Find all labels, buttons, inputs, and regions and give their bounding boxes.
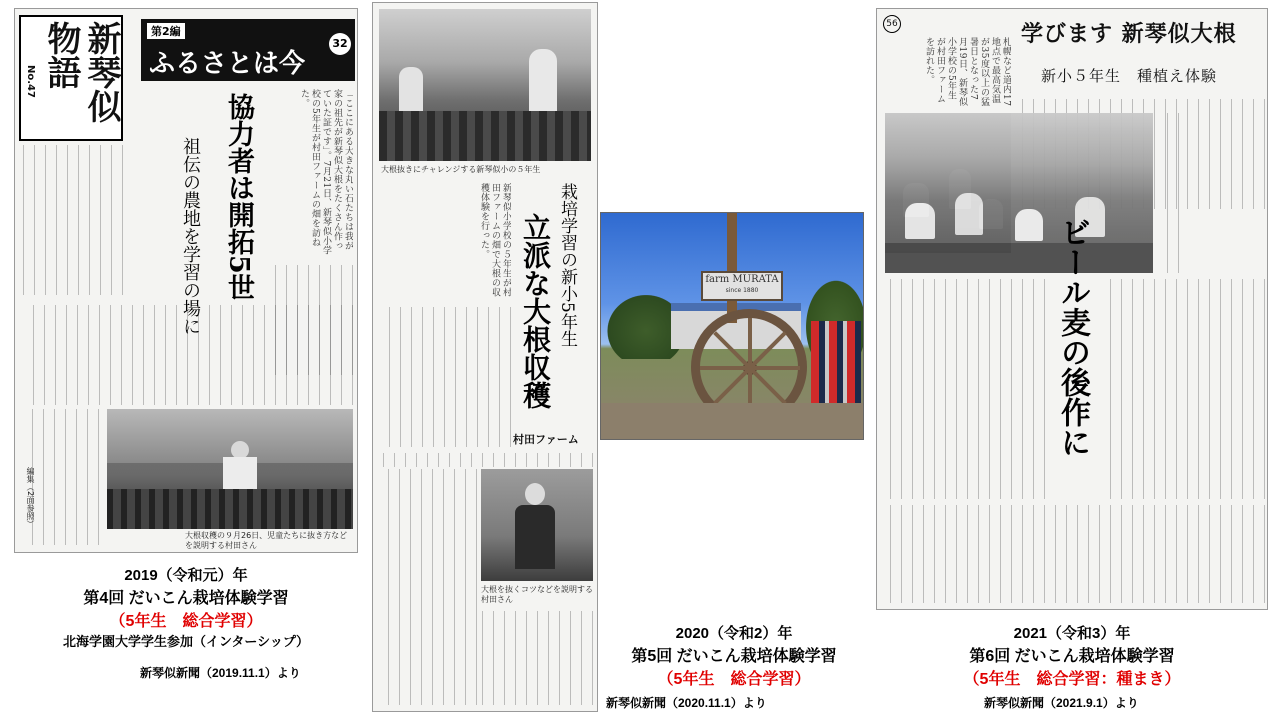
caption-2021: [876, 622, 1268, 689]
headline-top: 学びます 新琴似大根: [1021, 22, 1237, 47]
caption-grade: （5年生 総合学習：種まき）: [963, 671, 1181, 688]
photo-farm-murata-sign: [600, 212, 864, 440]
caption-title: 第6回 だいこん栽培体験学習: [969, 648, 1175, 665]
series-title: 新琴似物語: [41, 21, 121, 123]
photo-farmer-explaining: [481, 469, 593, 581]
farm-sign-name: farm MURATA: [705, 274, 779, 285]
article-body-columns-2: [1103, 279, 1265, 499]
article-body: 新琴似小学校の５年生が村田ファームの畑で大根の収穫体験を行った。: [479, 183, 511, 297]
article-body-columns-3: [381, 469, 477, 705]
editor-note: 編集（2面参照）: [26, 467, 35, 529]
headline-kicker: 栽培学習の新小5年生: [557, 183, 577, 347]
photo1-caption: 大根抜きにチャレンジする新琴似小の５年生: [381, 165, 541, 174]
headline-sub: 祖伝の農地を学習の場に: [180, 137, 201, 335]
caption-year: 2020（令和2）年: [675, 625, 793, 642]
chapter-banner: [141, 19, 355, 81]
caption-extra: 北海学園大学学生参加（インターシップ）: [62, 634, 310, 649]
headline-side: ビール麦の後作に: [1055, 217, 1090, 457]
newspaper-clipping-2020: [372, 2, 598, 712]
article-body-columns-2: [381, 453, 593, 467]
chapter-label: 第2編: [147, 23, 185, 39]
article-body-columns: [23, 145, 123, 295]
newspaper-clipping-2021: [876, 8, 1268, 610]
series-number: No.47: [25, 65, 36, 98]
source-2020: 新琴似新聞（2020.11.1）より: [606, 696, 767, 710]
article-body-columns-4: [481, 611, 593, 705]
caption-grade: （5年生 総合学習）: [109, 613, 263, 630]
article-body-columns-4: [885, 505, 1265, 603]
photo-students-harvesting: [379, 9, 591, 161]
chapter-title: ふるさとは今: [149, 49, 306, 79]
headline-main: 立派な大根収穫: [519, 213, 552, 409]
photo-seed-planting-main: [885, 113, 1153, 273]
headline-main: 協力者は開拓5世: [223, 93, 254, 301]
source-2021: 新琴似新聞（2021.9.1）より: [984, 696, 1139, 710]
caption-2019: [14, 564, 358, 650]
episode-number: 56: [883, 15, 901, 33]
article-body: 「ここにある大きな丸い石たちは我が家の祖先が新琴似大根をたくさん作っていた証です」。7月21日、新琴似小学校の5年生が村田ファームの畑を訪ねた。: [299, 89, 353, 256]
farm-sign-board: [701, 271, 783, 301]
article-body-columns-3: [885, 279, 1045, 499]
caption-title: 第5回 だいこん栽培体験学習: [631, 648, 837, 665]
photo-caption-column: [1159, 113, 1179, 273]
caption-2020: [604, 622, 864, 689]
caption-title: 第4回 だいこん栽培体験学習: [83, 590, 289, 607]
caption-year: 2021（令和3）年: [1013, 625, 1131, 642]
article-intro: 札幌など道内17地点で最高気温が35度以上の猛暑日となった7月19日、新琴似小学校の5年生が村田ファームを訪れた。: [924, 37, 1011, 107]
article-body-columns: [381, 307, 511, 447]
caption-year: 2019（令和元）年: [124, 567, 248, 584]
photo-farmer-in-field: [107, 409, 353, 529]
headline-sub: 新小５年生 種植え体験: [1041, 67, 1218, 85]
photo-caption: 大根収穫の９月26日、児童たちに抜き方などを説明する村田さん: [185, 531, 348, 550]
newspaper-clipping-2019: [14, 8, 358, 553]
photo2-caption: 大根を抜くコツなどを説明する村田さん: [481, 585, 593, 604]
series-title-box: [19, 15, 123, 141]
source-2019: 新琴似新聞（2019.11.1）より: [140, 666, 301, 680]
byline: 村田ファーム: [513, 433, 579, 446]
caption-grade: （5年生 総合学習）: [657, 671, 811, 688]
episode-number: 32: [329, 33, 351, 55]
farm-sign-since: since 1880: [725, 287, 759, 294]
article-body-columns-3: [23, 305, 353, 405]
